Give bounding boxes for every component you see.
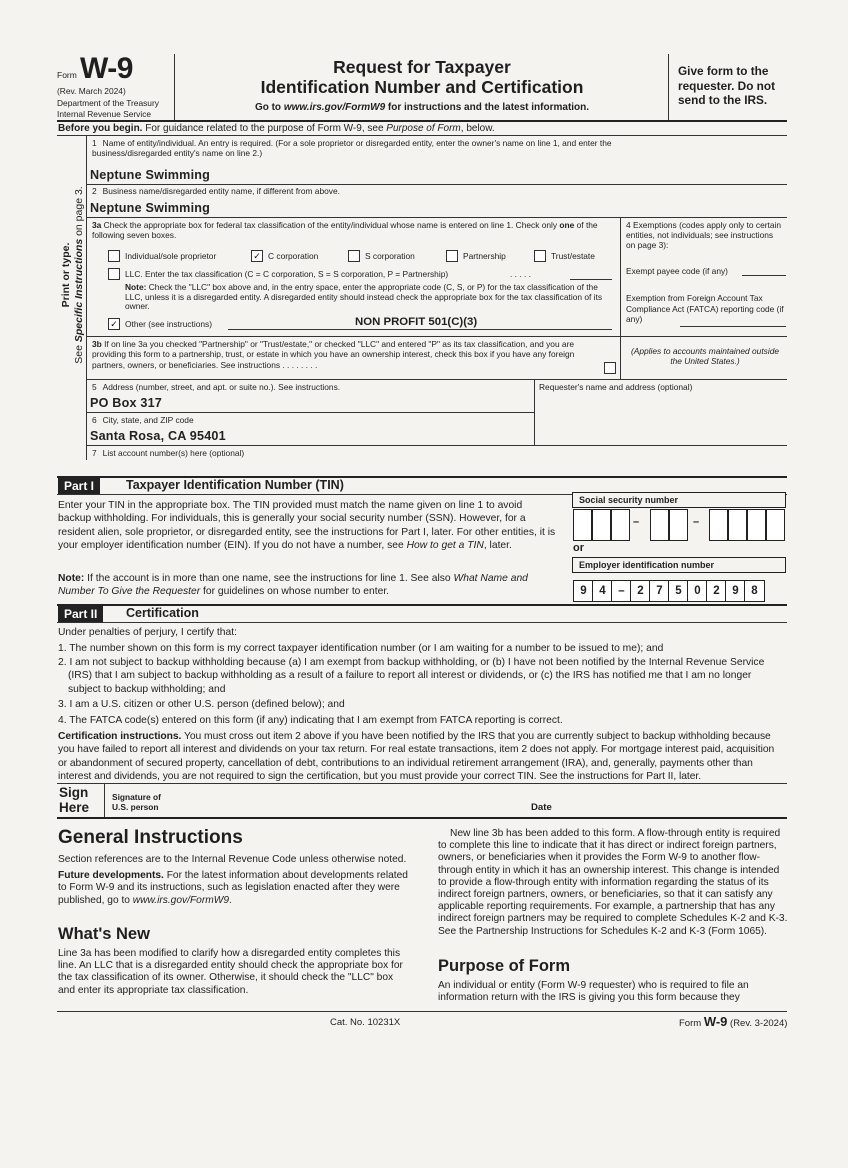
form-number: W-9: [80, 52, 133, 85]
line3a-label: 3a Check the appropriate box for federal tax classification of the entity/individual whose name is entered on line 1. Check only one of the following seven boxes.: [92, 220, 598, 240]
form-title: Request for Taxpayer Identification Number and Certification: [260, 57, 584, 97]
option-s-corp-label: S corporation: [365, 251, 415, 261]
checkbox-3b-foreign[interactable]: [604, 362, 616, 374]
date-field[interactable]: [560, 787, 780, 813]
part1-title: Taxpayer Identification Number (TIN): [126, 478, 344, 492]
ein-dash: –: [611, 580, 632, 602]
signature-label: Signature of U.S. person: [112, 792, 161, 812]
ssn-label: Social security number: [572, 492, 786, 508]
left-column: [58, 854, 408, 911]
fatca-code-field[interactable]: [680, 326, 786, 327]
cert-item-4: 4. The FATCA code(s) entered on this form (if any) indicating that I am exempt from FATCA reporting is correct.: [58, 715, 563, 726]
checkbox-c-corporation[interactable]: ✓: [251, 250, 263, 262]
line3b-text: 3b If on line 3a you checked "Partnership" or "Trust/estate," or checked "LLC" and entered "P" as its tax classification, and you are providing this form to a partnership, trust, or estate in which you have an ownership interest, check this box if you have any foreign partners, owners, or beneficiaries. See instructions . . . . . . . .: [92, 339, 575, 370]
catalog-number: Cat. No. 10231X: [330, 1017, 401, 1028]
part1-tag: Part I: [58, 478, 100, 494]
ein-label: Employer identification number: [572, 557, 786, 573]
option-individual-label: Individual/sole proprietor: [125, 251, 217, 261]
agency: Internal Revenue Service: [57, 109, 152, 119]
llc-label: LLC. Enter the tax classification (C = C corporation, S = S corporation, P = Partnership): [125, 269, 449, 279]
ein-digit: 8: [744, 580, 765, 602]
future-developments: Future developments. For the latest information about developments related to Form W-9 and its instructions, such as legislation enacted after they were published, go to www.irs.gov/FormW9.: [58, 870, 408, 906]
requester-label: Requester's name and address (optional): [539, 382, 693, 392]
ein-digit: 5: [668, 580, 689, 602]
sign-here-label: Sign Here: [59, 785, 90, 815]
checkbox-llc[interactable]: [108, 268, 120, 280]
or-label: or: [573, 542, 584, 554]
cert-item-1: 1. The number shown on this form is my correct taxpayer identification number (or I am waiting for a number to be issued to me); and: [58, 643, 664, 654]
line7-label: 7 List account number(s) here (optional): [92, 448, 245, 458]
checkbox-s-corporation[interactable]: [348, 250, 360, 262]
ein-digit: 0: [687, 580, 708, 602]
exempt-payee-field[interactable]: [742, 275, 786, 276]
part2-tag: Part II: [58, 606, 103, 622]
date-label: Date: [531, 802, 552, 813]
purpose-of-form-heading: Purpose of Form: [438, 957, 571, 975]
line2-business-field[interactable]: Neptune Swimming: [90, 201, 211, 215]
ein-digit: 2: [630, 580, 651, 602]
part1-instructions: Enter your TIN in the appropriate box. The TIN provided must match the name given on line 1 to avoid backup withholding. For individuals, this is generally your social security number (SSN). However, for a resident alien, sole proprietor, or disregarded entity, see the instructions for Part I, later. For other entities, it is your employer identification number (EIN). If you do not have a number, see How to get a TIN, later.: [58, 500, 556, 552]
cert-item-3: 3. I am a U.S. citizen or other U.S. person (defined below); and: [58, 699, 345, 710]
checkbox-trust-estate[interactable]: [534, 250, 546, 262]
whats-new-heading: What's New: [58, 925, 150, 943]
option-trust-label: Trust/estate: [551, 251, 595, 261]
line2-label: 2 Business name/disregarded entity name, if different from above.: [92, 186, 340, 196]
llc-dots: . . . . .: [510, 269, 531, 279]
address-field[interactable]: PO Box 317: [90, 396, 162, 410]
llc-note: Note: Check the "LLC" box above and, in the entry space, enter the appropriate code (C, S, or P) for the tax classification of the LLC, unless it is a disregarded entity. A disregarded entity should instead check the appropriate box for the tax classification of its owner.: [125, 282, 603, 312]
goto-line: Go to www.irs.gov/FormW9 for instructions and the latest information.: [254, 102, 590, 113]
print-or-type-label: Print or type. See Specific Instructions on page 3.: [60, 186, 85, 364]
irs-url-link[interactable]: www.irs.gov/FormW9: [283, 102, 386, 113]
footer-form-id: Form W-9 (Rev. 3-2024): [679, 1014, 788, 1029]
part2-title: Certification: [126, 606, 199, 620]
checkbox-partnership[interactable]: [446, 250, 458, 262]
cert-item-2: 2. I am not subject to backup withholding because (a) I am exempt from backup withholding, or (b) I have not been notified by the Internal Revenue Service (IRS) that I am subject to backup withholding as a result of a failure to report all interest or dividends, or (c) the IRS has notified me that I am no longer subject to backup withholding; and: [58, 657, 765, 695]
department: Department of the Treasury: [57, 98, 159, 108]
before-you-begin: Before you begin. For guidance related to the purpose of Form W-9, see Purpose of Form, below.: [58, 123, 495, 134]
form-word: Form: [57, 70, 77, 80]
general-instructions-heading: General Instructions: [58, 827, 243, 848]
other-classification-field[interactable]: NON PROFIT 501(C)(3): [355, 316, 478, 328]
checkbox-other[interactable]: ✓: [108, 318, 120, 330]
fatca-label: Exemption from Foreign Account Tax Compliance Act (FATCA) reporting code (if any): [626, 293, 784, 324]
line6-label: 6 City, state, and ZIP code: [92, 415, 194, 425]
ssn-dash-2: –: [693, 516, 700, 528]
cert-instructions: Certification instructions. You must cross out item 2 above if you have been notified by the IRS that you are currently subject to backup withholding because you have failed to report all interest and dividends on your tax return. For real estate transactions, item 2 does not apply. For mortgage interest paid, acquisition or abandonment of secured property, cancellation of debt, contributions to an individual retirement arrangement (IRA), and, generally, payments other than interest and dividends, you are not required to sign the certification, but you must provide your correct TIN. See the instructions for Part II, later.: [58, 731, 775, 783]
ssn-dash: –: [633, 516, 640, 528]
line5-label: 5 Address (number, street, and apt. or suite no.). See instructions.: [92, 382, 341, 392]
llc-code-field[interactable]: [570, 279, 612, 280]
other-label: Other (see instructions): [125, 319, 213, 329]
gi-text: Section references are to the Internal Revenue Code unless otherwise noted.: [58, 854, 407, 865]
cert-intro: Under penalties of perjury, I certify that:: [58, 627, 237, 638]
line1-name-field[interactable]: Neptune Swimming: [90, 168, 211, 182]
ein-digit: 9: [573, 580, 594, 602]
exempt-payee-label: Exempt payee code (if any): [626, 266, 728, 276]
part1-note: Note: If the account is in more than one name, see the instructions for line 1. See also What Name and Number To Give the Requester for guidelines on whose number to enter.: [58, 573, 528, 598]
checkbox-individual[interactable]: [108, 250, 120, 262]
whats-new-text: Line 3a has been modified to clarify how a disregarded entity completes this line. An LLC that is a disregarded entity should check the appropriate box for the tax classification of its owner. Otherwise, it should check the "LLC" box and enter its appropriate tax classification.: [58, 948, 403, 996]
ein-digit: 2: [706, 580, 727, 602]
ein-digit: 9: [725, 580, 746, 602]
purpose-text: An individual or entity (Form W-9 requester) who is required to file an information return with the IRS is giving you this form because they: [438, 980, 749, 1004]
city-state-zip-field[interactable]: Santa Rosa, CA 95401: [90, 429, 226, 443]
option-partnership-label: Partnership: [463, 251, 506, 261]
ein-digit: 7: [649, 580, 670, 602]
ein-digit: 4: [592, 580, 613, 602]
line1-label: 1 Name of entity/individual. An entry is required. (For a sole proprietor or disregarded entity, enter the owner's name on line 1, and enter the business/disregarded entity's name on line 2.): [92, 138, 612, 158]
exemptions-title: 4 Exemptions (codes apply only to certain entities, not individuals; see instructions on page 3):: [626, 220, 782, 250]
signature-field[interactable]: [200, 787, 520, 813]
option-c-corp-label: C corporation: [268, 251, 319, 261]
line3b-new-text: New line 3b has been added to this form. A flow-through entity is required to complete this line to indicate that it has direct or indirect foreign partners, owners, or beneficiaries when it provides the Form W-9 to another flow-through entity in which it has an ownership interest. This change is intended to provide a flow-through entity with information regarding the status of its indirect foreign partners, owners, or beneficiaries, so that it can satisfy any applicable reporting requirements. For example, a partnership that has any indirect foreign partners may be required to complete Schedules K-2 and K-3. See the Partnership Instructions for Schedules K-2 and K-3 (Form 1065).: [438, 828, 788, 937]
give-form-note: Give form to the requester. Do not send to the IRS.: [678, 64, 776, 107]
revision: (Rev. March 2024): [57, 86, 126, 96]
applies-note: (Applies to accounts maintained outside the United States.): [630, 346, 780, 366]
